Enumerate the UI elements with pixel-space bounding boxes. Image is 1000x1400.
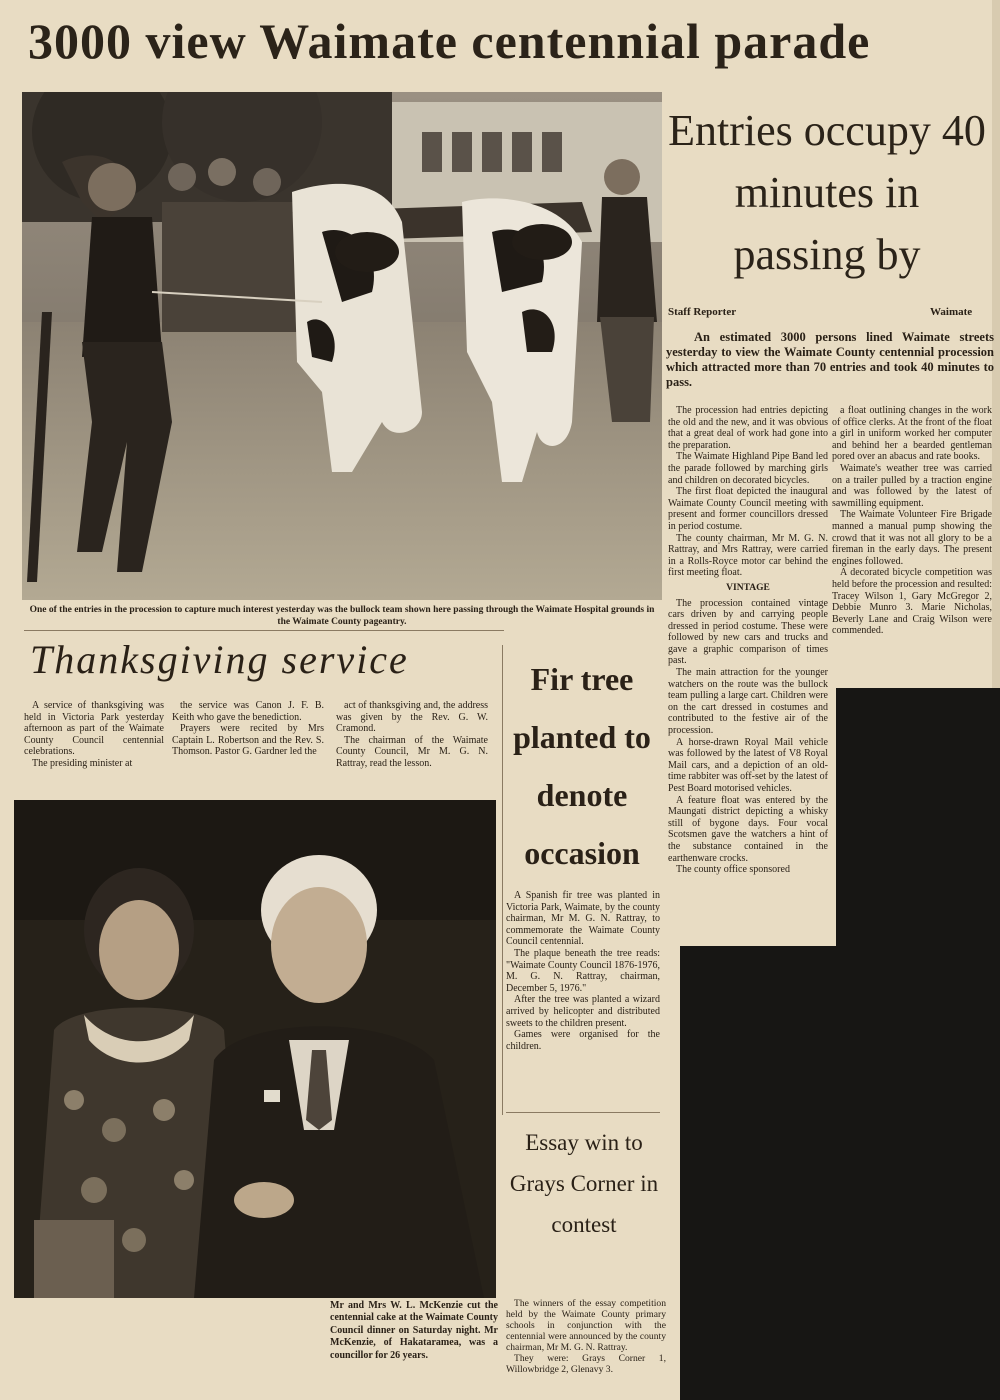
paragraph: After the tree was planted a wizard arrived by helicopter and distributed sweets to the children present. [506, 994, 660, 1029]
paragraph: the service was Canon J. F. B. Keith who gave the benediction. [172, 700, 324, 723]
thanksgiving-column-1 [24, 700, 164, 770]
paragraph: A horse-drawn Royal Mail vehicle was followed by the latest of V8 Royal Mail cars, and a depiction of an old-time rabbiter was off-set by the latest of Pest Board motorised vehicles. [668, 736, 828, 794]
paragraph: The winners of the essay competition held by the Waimate County primary schools in conjunction with the centennial were announced by the county chairman, Mr M. G. N. Rattray. [506, 1298, 666, 1353]
main-story-subhead: Entries occupy 40 minutes in passing by [668, 106, 986, 279]
paragraph: A feature float was entered by the Maungati district depicting a whisky still of bygone days. Four vocal Scotsmen gave the watchers a hint of the substance contained in the earthenware crocks. [668, 794, 828, 864]
paragraph: Games were organised for the children. [506, 1029, 660, 1052]
bullock-team-photo [22, 92, 662, 600]
divider [24, 630, 504, 631]
main-story-column-2 [832, 405, 992, 637]
paragraph: They were: Grays Corner 1, Willowbridge 2, Glenavy 3. [506, 1353, 666, 1375]
paragraph: Waimate's weather tree was carried on a trailer pulled by a traction engine and was followed by the latest of sawmilling equipment. [832, 462, 992, 509]
cake-cutting-photo [14, 800, 496, 1298]
paragraph: A Spanish fir tree was planted in Victoria Park, Waimate, by the county chairman, Mr M. G. N. Rattray, to commemorate the Waimate County Council centennial. [506, 890, 660, 948]
paragraph: a float outlining changes in the work of office clerks. At the front of the float a girl in uniform worked her computer and behind her a bearded gentleman pored over an abacus and rate books. [832, 405, 992, 463]
essay-column [506, 1298, 666, 1375]
photo1-caption: One of the entries in the procession to capture much interest yesterday was the bullock team shown here passing through the Waimate Hospital grounds in the Waimate County pageantry. [29, 605, 655, 627]
paragraph: The chairman of the Waimate County Council, Mr M. G. N. Rattray, read the lesson. [336, 734, 488, 769]
paragraph: The county office sponsored [676, 864, 790, 876]
vintage-subhead: VINTAGE [726, 582, 770, 593]
divider [502, 645, 503, 1115]
divider [506, 1112, 660, 1113]
thanksgiving-column-3 [336, 700, 488, 770]
photo2-caption: Mr and Mrs W. L. McKenzie cut the centennial cake at the Waimate County Council dinner on Saturday night. Mr McKenzie, of Hakataramea, was a councillor for 26 years. [330, 1300, 498, 1361]
main-story-column-1 [668, 405, 828, 876]
thanksgiving-headline: Thanksgiving service [30, 637, 409, 682]
paragraph: The presiding minister at [32, 757, 133, 769]
paragraph: The first float depicted the inaugural Waimate County Council meeting with present and former councillors dressed in period costume. [668, 486, 828, 532]
paragraph: The plaque beneath the tree reads: "Waimate County Council 1876-1976, M. G. N. Rattray, chairman, December 5, 1976." [506, 947, 660, 994]
byline-location: Waimate [930, 306, 973, 318]
paragraph: The Waimate Volunteer Fire Brigade manned a manual pump showing the crowd that it was not all glory to be a fireman in the early days. The present engines followed. [832, 509, 992, 567]
paragraph: Prayers were recited by Mrs Captain L. Robertson and the Rev. S. Thomson. Pastor G. Gardner led the [172, 723, 324, 758]
main-story-lede: An estimated 3000 persons lined Waimate streets yesterday to view the Waimate County centennial procession which attracted more than 70 entries and took 40 minutes to pass. [666, 330, 994, 389]
paragraph: A decorated bicycle competition was held before the procession and resulted: Tracey Wilson 1, Gary McGregor 2, Debbie Munro 3. Marie Nicholas, Beverly Lane and Craig Wilson were commended. [832, 567, 992, 637]
fir-tree-column [506, 890, 660, 1052]
paragraph: The main attraction for the younger watchers on the route was the bullock team pulling a large cart. Children were on the cart dressed in costumes and contributed to the festive air of the procession. [668, 667, 828, 737]
paragraph: The county chairman, Mr M. G. N. Rattray, and Mrs Rattray, were carried in a Rolls-Royce motor car behind the first meeting float. [668, 532, 828, 579]
fir-tree-headline: Fir tree planted to denote occasion [513, 661, 651, 871]
paragraph: The procession had entries depicting the old and the new, and it was obvious that a great deal of work had gone into the preparation. [668, 405, 828, 451]
paragraph: The procession contained vintage cars driven by and carrying people dressed in period costume. These were followed by new cars and trucks and gave a graphic comparison of times past. [668, 597, 828, 667]
main-headline: 3000 view Waimate centennial parade [28, 13, 871, 69]
paragraph: A service of thanksgiving was held in Victoria Park yesterday afternoon as part of the Waimate County Council centennial celebrations. [24, 700, 164, 758]
thanksgiving-column-2 [172, 700, 324, 758]
byline-reporter: Staff Reporter [668, 306, 737, 318]
paragraph: The Waimate Highland Pipe Band led the parade followed by marching girls and children on decorated bicycles. [668, 451, 828, 486]
paragraph: act of thanksgiving and, the address was given by the Rev. G. W. Cramond. [336, 700, 488, 735]
essay-headline: Essay win to Grays Corner in contest [509, 1130, 659, 1237]
